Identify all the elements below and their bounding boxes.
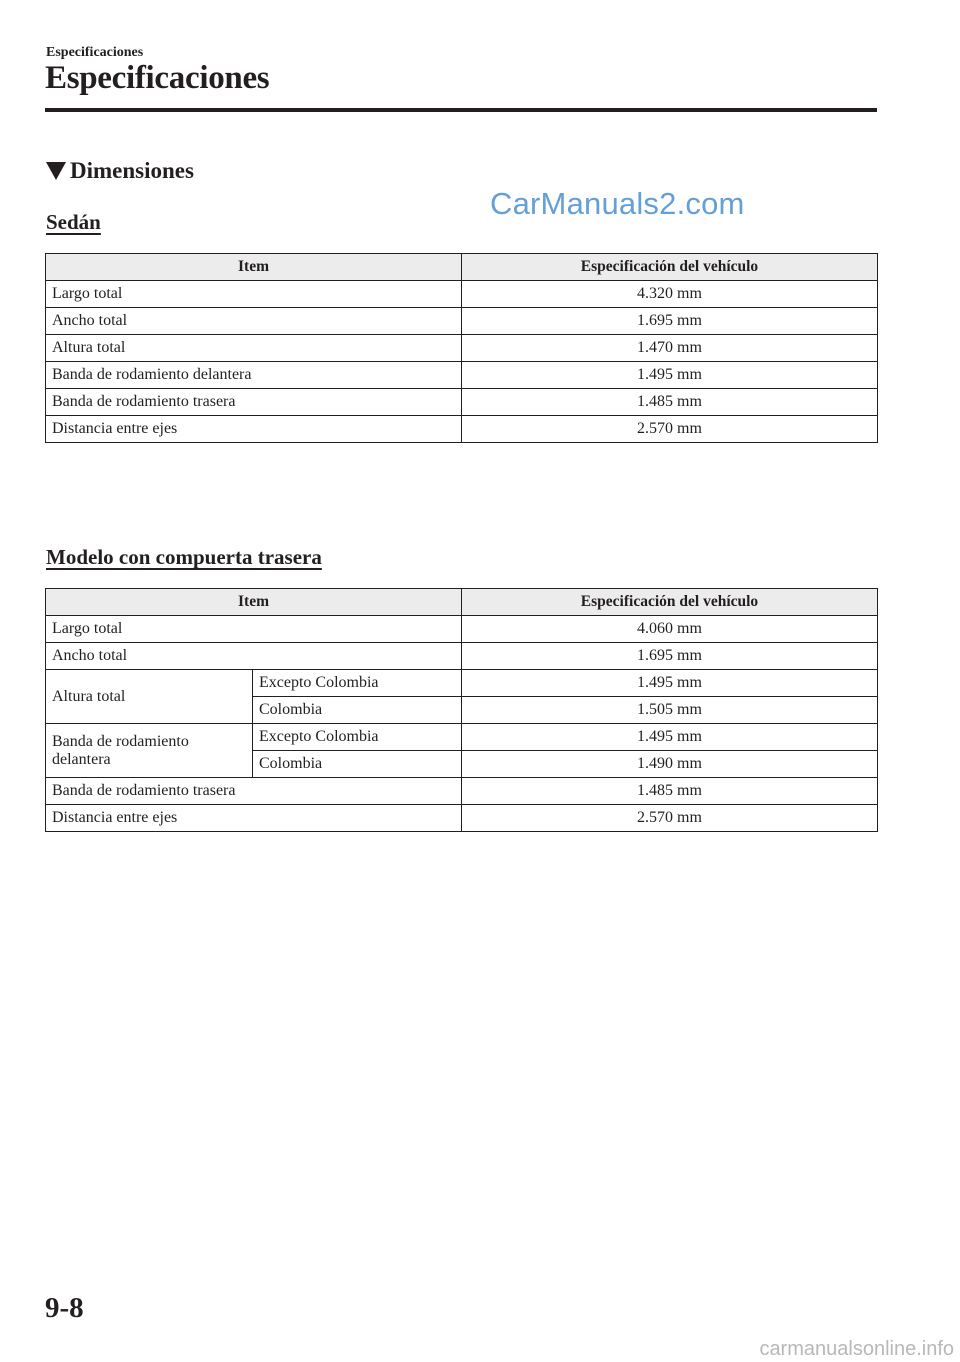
page-number: 9-8 <box>45 1292 84 1324</box>
header-rule <box>45 108 877 112</box>
row-value: 1.470 mm <box>462 335 878 362</box>
column-header-item: Item <box>46 589 462 616</box>
row-value: 4.060 mm <box>462 616 878 643</box>
column-header-spec: Especificación del vehículo <box>462 254 878 281</box>
row-value: 1.505 mm <box>462 697 878 724</box>
row-value: 2.570 mm <box>462 416 878 443</box>
section-heading <box>46 158 194 184</box>
row-value: 1.490 mm <box>462 751 878 778</box>
table-row <box>46 416 878 443</box>
hatchback-heading: Modelo con compuerta trasera <box>46 545 322 569</box>
row-condition: Excepto Colombia <box>253 724 462 751</box>
table-row <box>46 643 878 670</box>
row-label: Ancho total <box>46 308 462 335</box>
table-row <box>46 335 878 362</box>
row-value: 1.495 mm <box>462 670 878 697</box>
row-label: Largo total <box>46 616 462 643</box>
table-row <box>46 724 878 751</box>
sedan-heading: Sedán <box>46 210 101 234</box>
row-value: 4.320 mm <box>462 281 878 308</box>
row-value: 1.495 mm <box>462 724 878 751</box>
column-header-item: Item <box>46 254 462 281</box>
row-value: 1.495 mm <box>462 362 878 389</box>
row-label: Distancia entre ejes <box>46 416 462 443</box>
running-header: Especificaciones <box>46 45 144 60</box>
row-value: 2.570 mm <box>462 805 878 832</box>
row-condition: Colombia <box>253 697 462 724</box>
sedan-table <box>45 253 878 443</box>
table-header-row <box>46 589 878 616</box>
table-row <box>46 308 878 335</box>
row-label: Banda de rodamiento trasera <box>46 778 462 805</box>
chapter-title: Especificaciones <box>45 60 270 96</box>
table-row <box>46 362 878 389</box>
row-condition: Excepto Colombia <box>253 670 462 697</box>
row-value: 1.695 mm <box>462 308 878 335</box>
row-label: Banda de rodamiento delantera <box>46 362 462 389</box>
table-row <box>46 389 878 416</box>
table-row <box>46 281 878 308</box>
row-label: Altura total <box>46 670 253 724</box>
row-label: Banda de rodamiento trasera <box>46 389 462 416</box>
hatchback-table <box>45 588 878 832</box>
row-label: Altura total <box>46 335 462 362</box>
row-label: Ancho total <box>46 643 462 670</box>
table-header-row <box>46 254 878 281</box>
row-value: 1.485 mm <box>462 389 878 416</box>
row-label: Banda de rodamiento delantera <box>46 724 253 778</box>
section-title: Dimensiones <box>70 158 194 183</box>
column-header-spec: Especificación del vehículo <box>462 589 878 616</box>
watermark: CarManuals2.com <box>490 186 745 221</box>
row-value: 1.485 mm <box>462 778 878 805</box>
row-label: Distancia entre ejes <box>46 805 462 832</box>
triangle-down-icon <box>46 162 66 180</box>
row-label: Largo total <box>46 281 462 308</box>
table-row <box>46 778 878 805</box>
footer-site-watermark: carmanualsonline.info <box>759 1338 954 1360</box>
row-value: 1.695 mm <box>462 643 878 670</box>
table-row <box>46 805 878 832</box>
table-row <box>46 670 878 697</box>
row-condition: Colombia <box>253 751 462 778</box>
table-row <box>46 616 878 643</box>
